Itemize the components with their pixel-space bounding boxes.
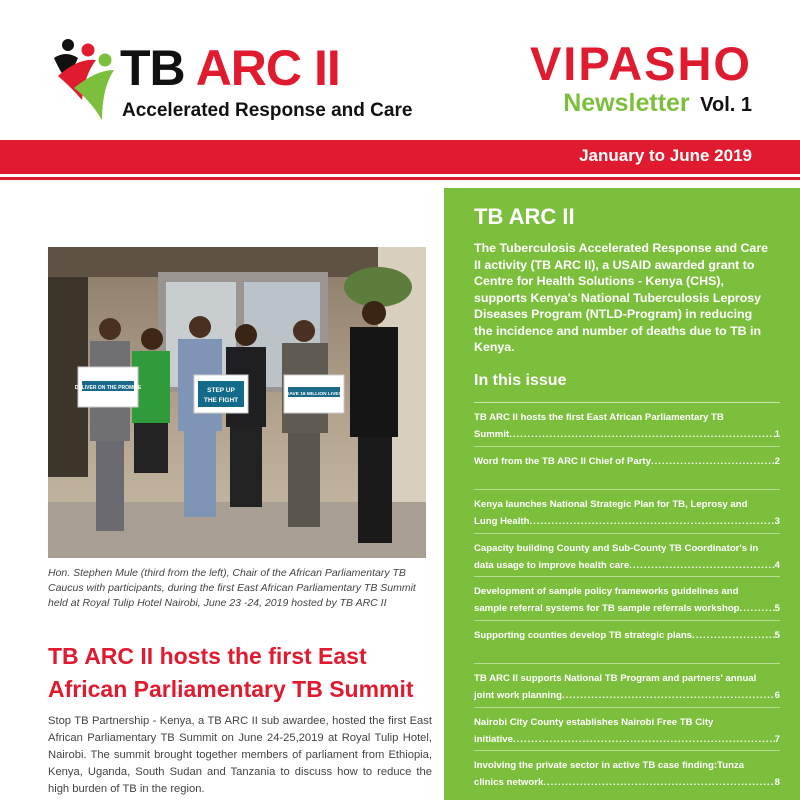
toc-lead: Involving the private sector in active TB case finding:Tunza xyxy=(474,760,745,771)
table-of-contents xyxy=(474,402,780,794)
toc-item[interactable] xyxy=(474,489,780,533)
toc-lead: TB ARC II supports National TB Program and partners' annual xyxy=(474,673,757,684)
newsletter-word: Newsletter xyxy=(563,89,690,117)
logo-arc: ARC xyxy=(195,40,302,96)
in-this-issue-heading: In this issue xyxy=(474,372,567,389)
newsletter-label xyxy=(563,88,752,122)
sign-deliver: DELIVER ON THE PROMISE xyxy=(74,385,142,391)
toc-item[interactable] xyxy=(474,576,780,620)
toc-lead: Capacity building County and Sub-County TB Coordinator's in xyxy=(474,542,759,554)
toc-page: 7 xyxy=(774,733,780,745)
toc-item[interactable] xyxy=(474,402,780,446)
toc-tail: sample referral systems for TB sample referrals workshop xyxy=(474,603,740,614)
date-band xyxy=(0,140,800,174)
toc-tail: Word from the TB ARC II Chief of Party xyxy=(474,455,651,467)
toc-tail: initiative xyxy=(474,733,513,745)
toc-item[interactable] xyxy=(474,620,780,664)
photo-caption: Hon. Stephen Mule (third from the left), Chair of the African Parliamentary TB Caucus with participants, during the first East African Parliamentary TB Summit held at Royal Tulip Hotel Nairobi, June 23 -24, 2019 hosted by TB ARC II xyxy=(48,567,416,609)
toc-tail: Summit xyxy=(474,429,510,440)
tb-arc-logo xyxy=(48,36,413,126)
article-body: Stop TB Partnership - Kenya, a TB ARC II sub awardee, hosted the first East African Parliamentary TB Summit on June 24-25,2019 at Royal Tulip Hotel, Nairobi. The summit brought together members of parliament from Ethiopia, Kenya, Uganda, South Sudan and Tanzania to discuss how to reduce the high burden of TB in the region. xyxy=(48,715,432,795)
toc-tail: joint work planning xyxy=(474,690,562,701)
toc-page: 3 xyxy=(774,516,780,527)
sign-step-up: STEP UP xyxy=(207,387,235,394)
toc-item[interactable] xyxy=(474,750,780,794)
sign-save-lives: SAVE 16 MILLION LIVES xyxy=(286,392,342,397)
article-headline: TB ARC II hosts the first East African Parliamentary TB Summit xyxy=(48,643,414,702)
logo-tb: TB xyxy=(120,40,185,96)
toc-lead: TB ARC II hosts the first East African Parliamentary TB xyxy=(474,412,724,423)
summit-group-photo xyxy=(48,247,426,558)
logo-roman: II xyxy=(313,40,340,96)
panel-intro: The Tuberculosis Accelerated Response and Care II activity (TB ARC II), a USAID awarded grant to Centre for Health Solutions - Kenya (CHS), supports Kenya's National Tuberculosis Leprosy Diseases Program (NTLD-Program) in reducing the incidence and number of deaths due to TB in Kenya. xyxy=(474,241,769,354)
toc-tail: Supporting counties develop TB strategic plans xyxy=(474,629,693,641)
info-panel xyxy=(444,188,800,800)
toc-lead: Nairobi City County establishes Nairobi Free TB City xyxy=(474,716,714,728)
toc-tail: Lung Health xyxy=(474,516,530,527)
toc-lead: Kenya launches National Strategic Plan for TB, Leprosy and xyxy=(474,499,748,510)
toc-tail: clinics network xyxy=(474,777,544,788)
toc-page: 1 xyxy=(774,429,780,440)
toc-item[interactable] xyxy=(474,663,780,707)
toc-page: 5 xyxy=(774,629,780,641)
band-divider xyxy=(0,177,800,180)
toc-page: 4 xyxy=(774,559,780,571)
panel-title: TB ARC II xyxy=(474,204,575,229)
toc-item[interactable] xyxy=(474,446,780,490)
toc-page: 6 xyxy=(774,690,780,701)
toc-tail: data usage to improve health care xyxy=(474,559,630,571)
toc-item[interactable] xyxy=(474,533,780,577)
toc-page: 8 xyxy=(774,777,780,788)
date-range: January to June 2019 xyxy=(579,146,752,165)
masthead-title: VIPASHO xyxy=(529,37,752,90)
toc-lead: Development of sample policy frameworks guidelines and xyxy=(474,586,739,597)
logo-title xyxy=(120,38,340,98)
logo-subtitle: Accelerated Response and Care xyxy=(122,100,413,121)
toc-page: 2 xyxy=(774,455,780,467)
people-logo-icon xyxy=(48,36,118,122)
toc-item[interactable] xyxy=(474,707,780,751)
volume-label: Vol. 1 xyxy=(700,94,752,116)
toc-page: 5 xyxy=(774,603,780,614)
sign-the-fight: THE FIGHT xyxy=(203,397,239,404)
